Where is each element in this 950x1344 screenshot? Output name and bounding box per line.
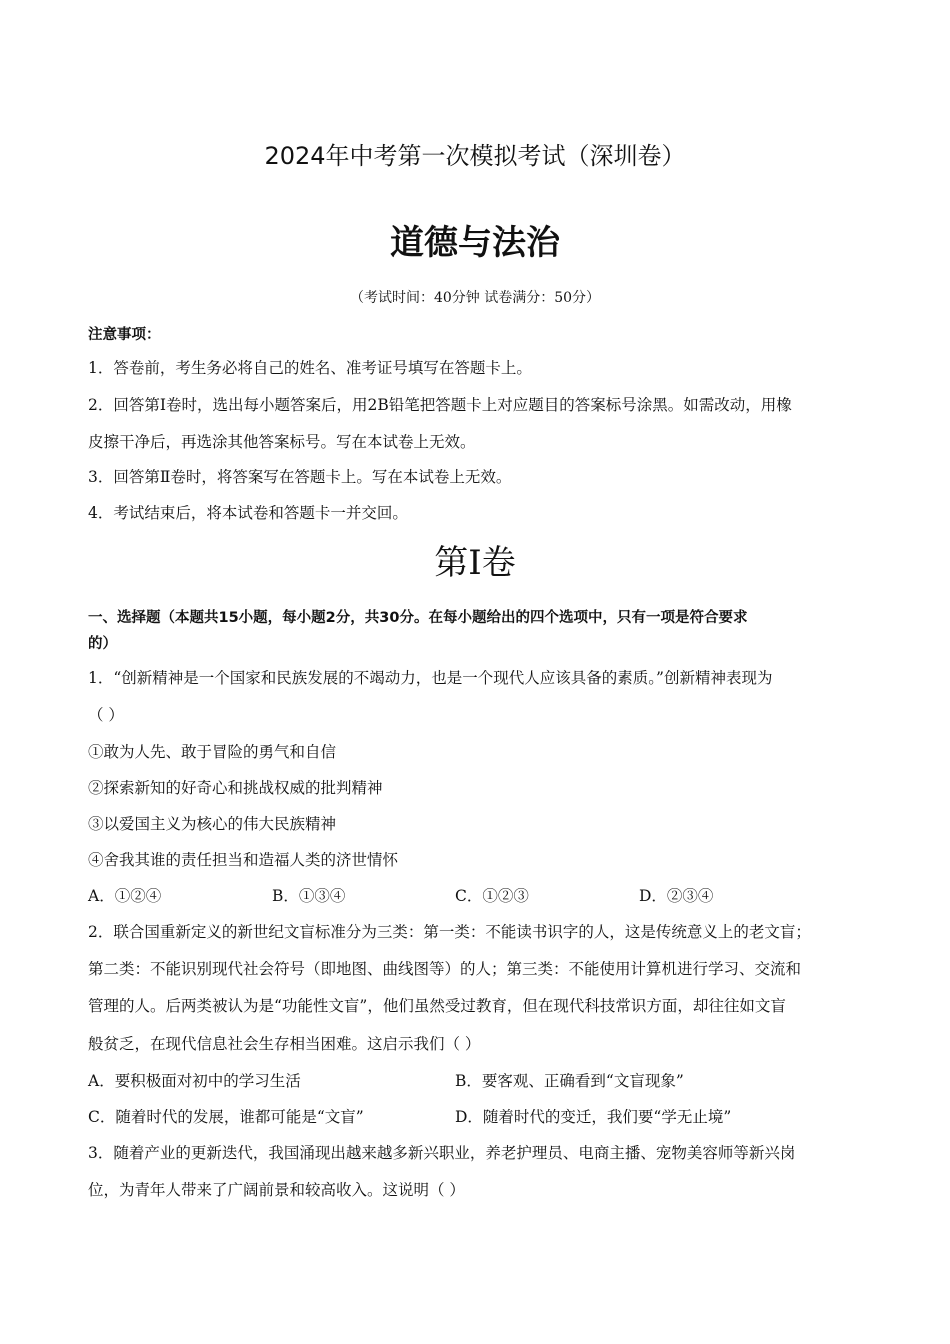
answer-option: B．要客观、正确看到“文盲现象” (455, 1072, 684, 1090)
answer-option: C．①②③ (455, 887, 529, 905)
question-statement: ②探索新知的好奇心和挑战权威的批判精神 (88, 779, 383, 797)
notice-item: 2．回答第Ⅰ卷时，选出每小题答案后，用2B铅笔把答题卡上对应题目的答案标号涂黑。如需改动，用橡 (88, 396, 792, 414)
question-stem: 1．“创新精神是一个国家和民族发展的不竭动力，也是一个现代人应该具备的素质。”创新精神表现为 (88, 669, 773, 687)
answer-option: C．随着时代的发展，谁都可能是“文盲” (88, 1108, 364, 1126)
notice-item: 4．考试结束后，将本试卷和答题卡一并交回。 (88, 504, 408, 522)
answer-option: B．①③④ (272, 887, 346, 905)
subject-title: 道德与法治 (390, 223, 560, 263)
answer-option: D．②③④ (639, 887, 714, 905)
question-stem: 般贫乏，在现代信息社会生存相当困难。这启示我们（ ） (88, 1035, 481, 1053)
question-stem: 第二类：不能识别现代社会符号（即地图、曲线图等）的人；第三类：不能使用计算机进行学习、交流和 (88, 960, 802, 978)
question-stem: 管理的人。后两类被认为是“功能性文盲”，他们虽然受过教育，但在现代科技常识方面，却往往如文盲 (88, 997, 786, 1015)
notice-item: 3．回答第Ⅱ卷时，将答案写在答题卡上。写在本试卷上无效。 (88, 468, 512, 486)
notice-item: 1．答卷前，考生务必将自己的姓名、准考证号填写在答题卡上。 (88, 359, 532, 377)
question-stem: 位，为青年人带来了广阔前景和较高收入。这说明（ ） (88, 1181, 465, 1199)
exam-info: （考试时间：40分钟 试卷满分：50分） (349, 290, 601, 306)
section-title: 第Ⅰ卷 (434, 543, 516, 583)
question-stem: （ ） (88, 706, 124, 724)
section-instruction: 一、选择题（本题共15小题，每小题2分，共30分。在每小题给出的四个选项中，只有一项是符合要求 (88, 610, 748, 626)
question-stem: 2．联合国重新定义的新世纪文盲标准分为三类：第一类：不能读书识字的人，这是传统意义上的老文盲； (88, 923, 811, 941)
section-instruction: 的） (88, 636, 117, 652)
answer-option: A．要积极面对初中的学习生活 (88, 1072, 301, 1090)
answer-option: D．随着时代的变迁，我们要“学无止境” (455, 1108, 732, 1126)
question-statement: ③以爱国主义为核心的伟大民族精神 (88, 815, 337, 833)
question-statement: ④舍我其谁的责任担当和造福人类的济世情怀 (88, 851, 399, 869)
answer-option: A．①②④ (88, 887, 162, 905)
exam-title: 2024年中考第一次模拟考试（深圳卷） (264, 142, 686, 170)
notice-heading: 注意事项： (88, 327, 161, 343)
notice-item: 皮擦干净后，再选涂其他答案标号。写在本试卷上无效。 (88, 433, 476, 451)
question-statement: ①敢为人先、敢于冒险的勇气和自信 (88, 743, 337, 761)
question-stem: 3．随着产业的更新迭代，我国涌现出越来越多新兴职业，养老护理员、电商主播、宠物美容师等新兴岗 (88, 1144, 796, 1162)
